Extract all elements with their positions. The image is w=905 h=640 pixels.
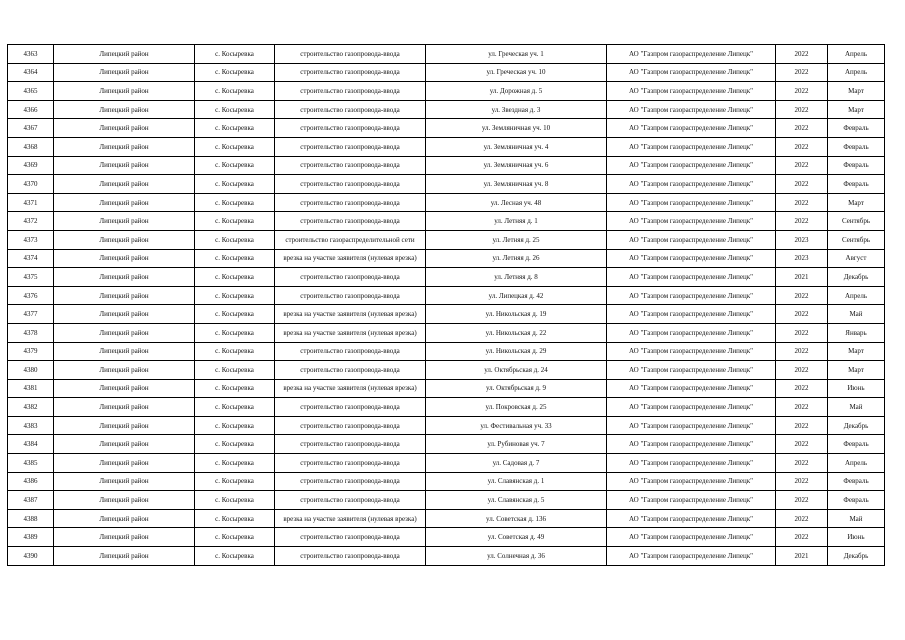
cell-address: ул. Никольская д. 29 (426, 342, 607, 361)
cell-address: ул. Солнечная д. 36 (426, 547, 607, 566)
cell-work-type: строительство газопровода-ввода (275, 454, 426, 473)
table-row (8, 286, 885, 305)
table-row (8, 45, 885, 64)
cell-settlement: с. Косыревка (195, 230, 275, 249)
cell-company: АО "Газпром газораспределение Липецк" (607, 286, 776, 305)
cell-num: 4363 (8, 45, 54, 64)
cell-company: АО "Газпром газораспределение Липецк" (607, 249, 776, 268)
cell-work-type: строительство газопровода-ввода (275, 45, 426, 64)
cell-work-type: строительство газопровода-ввода (275, 156, 426, 175)
cell-num: 4388 (8, 509, 54, 528)
table-row (8, 175, 885, 194)
cell-settlement: с. Косыревка (195, 82, 275, 101)
cell-company: АО "Газпром газораспределение Липецк" (607, 361, 776, 380)
cell-year: 2022 (776, 156, 828, 175)
cell-district: Липецкий район (54, 119, 195, 138)
cell-settlement: с. Косыревка (195, 100, 275, 119)
cell-district: Липецкий район (54, 398, 195, 417)
cell-settlement: с. Косыревка (195, 435, 275, 454)
cell-address: ул. Советская д. 136 (426, 509, 607, 528)
cell-company: АО "Газпром газораспределение Липецк" (607, 323, 776, 342)
cell-month: Декабрь (828, 416, 885, 435)
cell-district: Липецкий район (54, 286, 195, 305)
cell-num: 4386 (8, 472, 54, 491)
cell-district: Липецкий район (54, 454, 195, 473)
cell-address: ул. Советская д. 49 (426, 528, 607, 547)
cell-year: 2022 (776, 286, 828, 305)
cell-work-type: строительство газораспределительной сети (275, 230, 426, 249)
cell-month: Март (828, 82, 885, 101)
cell-month: Апрель (828, 63, 885, 82)
cell-work-type: врезка на участке заявителя (нулевая врезка) (275, 249, 426, 268)
cell-year: 2021 (776, 547, 828, 566)
cell-num: 4368 (8, 137, 54, 156)
cell-district: Липецкий район (54, 45, 195, 64)
cell-num: 4390 (8, 547, 54, 566)
cell-num: 4369 (8, 156, 54, 175)
cell-work-type: строительство газопровода-ввода (275, 342, 426, 361)
cell-num: 4367 (8, 119, 54, 138)
cell-district: Липецкий район (54, 379, 195, 398)
cell-settlement: с. Косыревка (195, 342, 275, 361)
cell-work-type: строительство газопровода-ввода (275, 119, 426, 138)
cell-company: АО "Газпром газораспределение Липецк" (607, 379, 776, 398)
cell-num: 4387 (8, 491, 54, 510)
table-row (8, 361, 885, 380)
cell-district: Липецкий район (54, 342, 195, 361)
cell-settlement: с. Косыревка (195, 137, 275, 156)
table-row (8, 509, 885, 528)
cell-num: 4385 (8, 454, 54, 473)
cell-district: Липецкий район (54, 212, 195, 231)
cell-company: АО "Газпром газораспределение Липецк" (607, 454, 776, 473)
cell-address: ул. Рубиновая уч. 7 (426, 435, 607, 454)
table-row (8, 268, 885, 287)
cell-company: АО "Газпром газораспределение Липецк" (607, 509, 776, 528)
cell-district: Липецкий район (54, 416, 195, 435)
cell-district: Липецкий район (54, 82, 195, 101)
cell-settlement: с. Косыревка (195, 472, 275, 491)
cell-settlement: с. Косыревка (195, 491, 275, 510)
cell-num: 4364 (8, 63, 54, 82)
cell-num: 4371 (8, 193, 54, 212)
cell-num: 4374 (8, 249, 54, 268)
cell-company: АО "Газпром газораспределение Липецк" (607, 212, 776, 231)
cell-work-type: врезка на участке заявителя (нулевая врезка) (275, 323, 426, 342)
cell-month: Декабрь (828, 547, 885, 566)
cell-num: 4376 (8, 286, 54, 305)
cell-year: 2022 (776, 509, 828, 528)
cell-month: Май (828, 509, 885, 528)
cell-district: Липецкий район (54, 528, 195, 547)
cell-district: Липецкий район (54, 361, 195, 380)
cell-work-type: строительство газопровода-ввода (275, 137, 426, 156)
cell-district: Липецкий район (54, 193, 195, 212)
cell-num: 4375 (8, 268, 54, 287)
cell-month: Февраль (828, 137, 885, 156)
cell-company: АО "Газпром газораспределение Липецк" (607, 45, 776, 64)
cell-month: Декабрь (828, 268, 885, 287)
cell-year: 2023 (776, 249, 828, 268)
cell-address: ул. Греческая уч. 1 (426, 45, 607, 64)
table-row (8, 435, 885, 454)
cell-district: Липецкий район (54, 156, 195, 175)
cell-settlement: с. Косыревка (195, 379, 275, 398)
table-row (8, 379, 885, 398)
table-row (8, 547, 885, 566)
cell-company: АО "Газпром газораспределение Липецк" (607, 435, 776, 454)
cell-month: Июнь (828, 379, 885, 398)
cell-month: Февраль (828, 156, 885, 175)
cell-address: ул. Земляничная уч. 10 (426, 119, 607, 138)
cell-settlement: с. Косыревка (195, 454, 275, 473)
cell-work-type: строительство газопровода-ввода (275, 435, 426, 454)
cell-company: АО "Газпром газораспределение Липецк" (607, 268, 776, 287)
cell-address: ул. Никольская д. 19 (426, 305, 607, 324)
cell-address: ул. Липецкая д. 42 (426, 286, 607, 305)
cell-month: Июнь (828, 528, 885, 547)
cell-address: ул. Земляничная уч. 6 (426, 156, 607, 175)
cell-month: Февраль (828, 472, 885, 491)
table-row (8, 305, 885, 324)
cell-company: АО "Газпром газораспределение Липецк" (607, 82, 776, 101)
cell-year: 2022 (776, 528, 828, 547)
table-row (8, 230, 885, 249)
cell-num: 4366 (8, 100, 54, 119)
cell-company: АО "Газпром газораспределение Липецк" (607, 416, 776, 435)
cell-month: Февраль (828, 491, 885, 510)
cell-num: 4377 (8, 305, 54, 324)
cell-year: 2022 (776, 398, 828, 417)
cell-address: ул. Славянская д. 1 (426, 472, 607, 491)
cell-company: АО "Газпром газораспределение Липецк" (607, 230, 776, 249)
table-row (8, 137, 885, 156)
cell-address: ул. Славянская д. 5 (426, 491, 607, 510)
cell-month: Февраль (828, 175, 885, 194)
cell-num: 4365 (8, 82, 54, 101)
cell-month: Февраль (828, 435, 885, 454)
cell-company: АО "Газпром газораспределение Липецк" (607, 547, 776, 566)
gasification-table (7, 44, 885, 566)
cell-month: Август (828, 249, 885, 268)
cell-work-type: врезка на участке заявителя (нулевая врезка) (275, 305, 426, 324)
table-row (8, 82, 885, 101)
cell-num: 4379 (8, 342, 54, 361)
cell-year: 2023 (776, 230, 828, 249)
cell-address: ул. Греческая уч. 10 (426, 63, 607, 82)
cell-address: ул. Лесная уч. 48 (426, 193, 607, 212)
cell-address: ул. Никольская д. 22 (426, 323, 607, 342)
cell-month: Сентябрь (828, 212, 885, 231)
table-row (8, 528, 885, 547)
cell-month: Сентябрь (828, 230, 885, 249)
table-row (8, 100, 885, 119)
cell-month: Май (828, 305, 885, 324)
cell-year: 2022 (776, 82, 828, 101)
cell-company: АО "Газпром газораспределение Липецк" (607, 398, 776, 417)
table-row (8, 119, 885, 138)
cell-work-type: врезка на участке заявителя (нулевая врезка) (275, 509, 426, 528)
cell-address: ул. Звездная д. 3 (426, 100, 607, 119)
cell-district: Липецкий район (54, 472, 195, 491)
cell-district: Липецкий район (54, 137, 195, 156)
cell-year: 2022 (776, 435, 828, 454)
table-row (8, 63, 885, 82)
cell-year: 2022 (776, 491, 828, 510)
cell-address: ул. Летняя д. 26 (426, 249, 607, 268)
cell-settlement: с. Косыревка (195, 398, 275, 417)
cell-settlement: с. Косыревка (195, 547, 275, 566)
cell-year: 2022 (776, 212, 828, 231)
cell-company: АО "Газпром газораспределение Липецк" (607, 305, 776, 324)
cell-company: АО "Газпром газораспределение Липецк" (607, 491, 776, 510)
cell-address: ул. Летняя д. 25 (426, 230, 607, 249)
cell-year: 2022 (776, 45, 828, 64)
cell-num: 4372 (8, 212, 54, 231)
cell-district: Липецкий район (54, 230, 195, 249)
cell-num: 4373 (8, 230, 54, 249)
cell-company: АО "Газпром газораспределение Липецк" (607, 342, 776, 361)
cell-year: 2022 (776, 193, 828, 212)
cell-settlement: с. Косыревка (195, 63, 275, 82)
cell-company: АО "Газпром газораспределение Липецк" (607, 63, 776, 82)
cell-work-type: строительство газопровода-ввода (275, 82, 426, 101)
cell-month: Апрель (828, 286, 885, 305)
cell-year: 2022 (776, 454, 828, 473)
cell-settlement: с. Косыревка (195, 45, 275, 64)
cell-num: 4381 (8, 379, 54, 398)
cell-settlement: с. Косыревка (195, 268, 275, 287)
cell-num: 4383 (8, 416, 54, 435)
cell-year: 2022 (776, 342, 828, 361)
cell-address: ул. Летняя д. 1 (426, 212, 607, 231)
cell-work-type: врезка на участке заявителя (нулевая врезка) (275, 379, 426, 398)
cell-year: 2022 (776, 379, 828, 398)
cell-company: АО "Газпром газораспределение Липецк" (607, 100, 776, 119)
cell-district: Липецкий район (54, 175, 195, 194)
cell-district: Липецкий район (54, 491, 195, 510)
cell-year: 2022 (776, 323, 828, 342)
cell-company: АО "Газпром газораспределение Липецк" (607, 137, 776, 156)
cell-settlement: с. Косыревка (195, 305, 275, 324)
cell-num: 4382 (8, 398, 54, 417)
table-row (8, 249, 885, 268)
cell-year: 2022 (776, 119, 828, 138)
cell-work-type: строительство газопровода-ввода (275, 491, 426, 510)
cell-district: Липецкий район (54, 509, 195, 528)
cell-work-type: строительство газопровода-ввода (275, 63, 426, 82)
cell-address: ул. Садовая д. 7 (426, 454, 607, 473)
table-row (8, 416, 885, 435)
cell-year: 2021 (776, 268, 828, 287)
cell-settlement: с. Косыревка (195, 119, 275, 138)
document-sheet (7, 44, 885, 566)
cell-num: 4380 (8, 361, 54, 380)
cell-month: Апрель (828, 45, 885, 64)
cell-work-type: строительство газопровода-ввода (275, 547, 426, 566)
table-row (8, 212, 885, 231)
table-row (8, 156, 885, 175)
cell-month: Март (828, 361, 885, 380)
cell-work-type: строительство газопровода-ввода (275, 286, 426, 305)
cell-num: 4370 (8, 175, 54, 194)
cell-district: Липецкий район (54, 249, 195, 268)
cell-work-type: строительство газопровода-ввода (275, 416, 426, 435)
cell-work-type: строительство газопровода-ввода (275, 193, 426, 212)
cell-company: АО "Газпром газораспределение Липецк" (607, 119, 776, 138)
cell-num: 4389 (8, 528, 54, 547)
cell-settlement: с. Косыревка (195, 286, 275, 305)
cell-address: ул. Фестивальная уч. 33 (426, 416, 607, 435)
cell-company: АО "Газпром газораспределение Липецк" (607, 472, 776, 491)
cell-month: Апрель (828, 454, 885, 473)
cell-work-type: строительство газопровода-ввода (275, 361, 426, 380)
cell-district: Липецкий район (54, 547, 195, 566)
cell-company: АО "Газпром газораспределение Липецк" (607, 175, 776, 194)
cell-year: 2022 (776, 63, 828, 82)
cell-work-type: строительство газопровода-ввода (275, 268, 426, 287)
cell-month: Март (828, 193, 885, 212)
cell-district: Липецкий район (54, 100, 195, 119)
cell-month: Январь (828, 323, 885, 342)
cell-settlement: с. Косыревка (195, 528, 275, 547)
cell-work-type: строительство газопровода-ввода (275, 100, 426, 119)
table-row (8, 454, 885, 473)
table-row (8, 193, 885, 212)
cell-address: ул. Летняя д. 8 (426, 268, 607, 287)
cell-address: ул. Земляничная уч. 8 (426, 175, 607, 194)
cell-company: АО "Газпром газораспределение Липецк" (607, 156, 776, 175)
table-row (8, 323, 885, 342)
cell-month: Май (828, 398, 885, 417)
cell-month: Февраль (828, 119, 885, 138)
cell-month: Март (828, 342, 885, 361)
cell-year: 2022 (776, 175, 828, 194)
table-body (8, 45, 885, 566)
table-row (8, 398, 885, 417)
cell-year: 2022 (776, 416, 828, 435)
table-row (8, 472, 885, 491)
table-row (8, 342, 885, 361)
cell-district: Липецкий район (54, 323, 195, 342)
cell-num: 4384 (8, 435, 54, 454)
cell-settlement: с. Косыревка (195, 212, 275, 231)
cell-year: 2022 (776, 305, 828, 324)
cell-address: ул. Октябрьская д. 24 (426, 361, 607, 380)
cell-district: Липецкий район (54, 435, 195, 454)
cell-address: ул. Октябрьская д. 9 (426, 379, 607, 398)
cell-year: 2022 (776, 137, 828, 156)
cell-year: 2022 (776, 472, 828, 491)
cell-year: 2022 (776, 361, 828, 380)
cell-settlement: с. Косыревка (195, 416, 275, 435)
table-row (8, 491, 885, 510)
cell-work-type: строительство газопровода-ввода (275, 212, 426, 231)
cell-settlement: с. Косыревка (195, 193, 275, 212)
cell-settlement: с. Косыревка (195, 323, 275, 342)
cell-work-type: строительство газопровода-ввода (275, 528, 426, 547)
cell-settlement: с. Косыревка (195, 156, 275, 175)
cell-month: Март (828, 100, 885, 119)
cell-address: ул. Дорожная д. 5 (426, 82, 607, 101)
cell-company: АО "Газпром газораспределение Липецк" (607, 528, 776, 547)
cell-num: 4378 (8, 323, 54, 342)
cell-company: АО "Газпром газораспределение Липецк" (607, 193, 776, 212)
cell-settlement: с. Косыревка (195, 175, 275, 194)
cell-work-type: строительство газопровода-ввода (275, 175, 426, 194)
cell-settlement: с. Косыревка (195, 249, 275, 268)
cell-address: ул. Покровская д. 25 (426, 398, 607, 417)
cell-work-type: строительство газопровода-ввода (275, 398, 426, 417)
cell-year: 2022 (776, 100, 828, 119)
cell-settlement: с. Косыревка (195, 509, 275, 528)
cell-address: ул. Земляничная уч. 4 (426, 137, 607, 156)
cell-work-type: строительство газопровода-ввода (275, 472, 426, 491)
cell-district: Липецкий район (54, 63, 195, 82)
cell-district: Липецкий район (54, 305, 195, 324)
cell-district: Липецкий район (54, 268, 195, 287)
cell-settlement: с. Косыревка (195, 361, 275, 380)
